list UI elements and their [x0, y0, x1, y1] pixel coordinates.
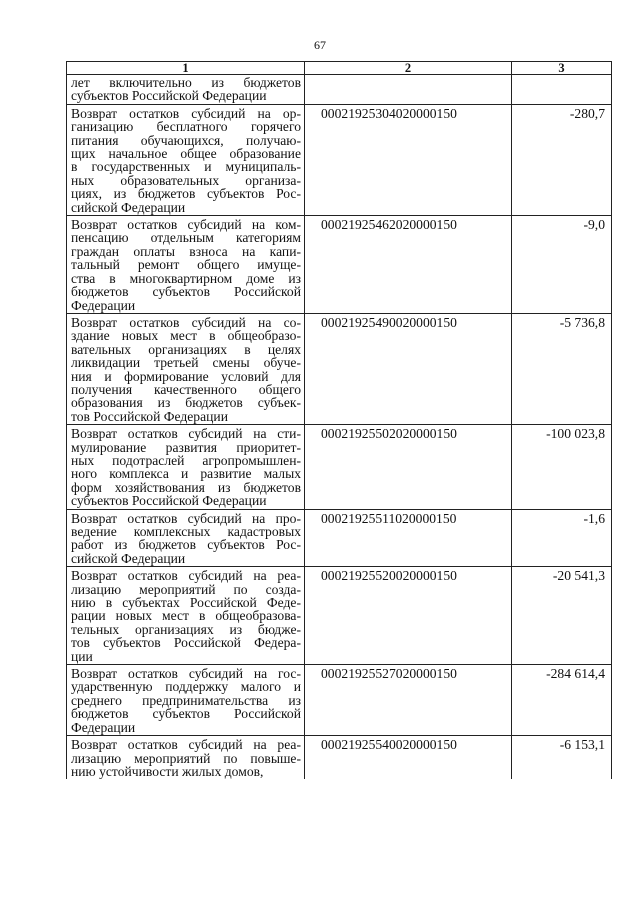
- table-header-row: [67, 62, 612, 75]
- column-header-2: 2: [305, 62, 512, 75]
- row-budget-code: 00021925511020000150: [305, 509, 512, 567]
- row-description: [67, 567, 305, 665]
- column-header-3: 3: [512, 62, 612, 75]
- page-number: 67: [314, 38, 326, 52]
- row-budget-code: [305, 75, 512, 105]
- description-line: граждан оплаты взноса на капи-: [71, 243, 301, 259]
- description-line: работ из бюджетов субъектов Рос-: [71, 537, 301, 553]
- table-row: [67, 736, 612, 780]
- description-line: ства в многоквартирном доме из: [71, 270, 301, 286]
- row-budget-code: 00021925520020000150: [305, 567, 512, 665]
- description-line: ганизацию бесплатного горячего: [71, 119, 301, 135]
- row-budget-code: 00021925490020000150: [305, 313, 512, 424]
- description-line: тальный ремонт общего имуще-: [71, 257, 301, 273]
- description-line: Возврат остатков субсидий на со-: [71, 314, 301, 330]
- description-line: тельных организациях из бюдже-: [71, 621, 301, 637]
- description-line: Возврат остатков субсидий на ор-: [71, 105, 301, 121]
- table-row: [67, 665, 612, 736]
- description-line: Возврат остатков субсидий на ком-: [71, 217, 301, 233]
- description-line: нию в субъектах Российской Феде-: [71, 595, 301, 611]
- description-line: ных подотраслей агропромышлен-: [71, 452, 301, 468]
- row-amount: -20 541,3: [512, 567, 612, 665]
- description-line: циях, из бюджетов субъектов Рос-: [71, 186, 301, 202]
- row-description: [67, 313, 305, 424]
- table-row: [67, 509, 612, 567]
- row-amount: -100 023,8: [512, 425, 612, 509]
- row-amount: -1,6: [512, 509, 612, 567]
- description-line: ударственную поддержку малого и: [71, 679, 301, 695]
- description-line: нию устойчивости жилых домов,: [71, 763, 264, 779]
- table-row: [67, 75, 612, 105]
- table-row: [67, 104, 612, 215]
- description-line: ции: [71, 648, 93, 664]
- table-row: [67, 567, 612, 665]
- description-line: Возврат остатков субсидий на реа-: [71, 737, 301, 753]
- row-description: [67, 216, 305, 314]
- description-line: образования из бюджетов субъек-: [71, 395, 301, 411]
- description-line: лизацию мероприятий по повыше-: [71, 750, 301, 766]
- description-line: субъектов Российской Федерации: [71, 493, 267, 509]
- description-line: тов Российской Федерации: [71, 408, 228, 424]
- description-line: бюджетов субъектов Российской: [71, 284, 301, 300]
- column-header-1: 1: [67, 62, 305, 75]
- description-line: ликвидации третьей смены обуче-: [71, 355, 301, 371]
- description-line: здание новых мест в общеобразо-: [71, 328, 301, 344]
- description-line: ных образовательных организа-: [71, 172, 301, 188]
- description-line: вательных организациях в целях: [71, 341, 301, 357]
- description-line: Федерации: [71, 297, 136, 313]
- row-budget-code: 00021925527020000150: [305, 665, 512, 736]
- row-description: [67, 104, 305, 215]
- row-description: [67, 665, 305, 736]
- row-budget-code: 00021925462020000150: [305, 216, 512, 314]
- description-line: сийской Федерации: [71, 199, 186, 215]
- description-line: тов субъектов Российской Федера-: [71, 635, 301, 651]
- description-line: пенсацию отдельным категориям: [71, 230, 301, 246]
- description-line: ведение комплексных кадастровых: [71, 524, 301, 539]
- row-budget-code: 00021925304020000150: [305, 104, 512, 215]
- description-line: рации новых мест в общеобразова-: [71, 608, 301, 624]
- table-row: [67, 425, 612, 509]
- description-line: ния и формирование условий для: [71, 368, 301, 384]
- description-line: Возврат остатков субсидий на про-: [71, 510, 301, 526]
- row-description: [67, 736, 305, 780]
- description-line: Возврат остатков субсидий на реа-: [71, 568, 301, 584]
- description-line: Федерации: [71, 719, 136, 735]
- description-line: лизацию мероприятий по созда-: [71, 581, 301, 597]
- description-line: получения качественного общего: [71, 381, 301, 397]
- description-line: Возврат остатков субсидий на гос-: [71, 666, 301, 682]
- description-line: лет включительно из бюджетов: [71, 75, 301, 90]
- description-line: форм хозяйствования из бюджетов: [71, 479, 301, 495]
- description-line: питания обучающихся, получаю-: [71, 132, 301, 148]
- row-description: [67, 425, 305, 509]
- row-amount: -6 153,1: [512, 736, 612, 780]
- budget-table: [66, 61, 612, 779]
- description-line: щих начальное общее образование: [71, 146, 301, 162]
- description-line: Возврат остатков субсидий на сти-: [71, 426, 301, 442]
- description-line: мулирование развития приоритет-: [71, 439, 301, 455]
- description-line: в государственных и муниципаль-: [71, 159, 301, 175]
- row-budget-code: 00021925502020000150: [305, 425, 512, 509]
- row-amount: [512, 75, 612, 105]
- row-description: [67, 509, 305, 567]
- row-amount: -5 736,8: [512, 313, 612, 424]
- description-line: сийской Федерации: [71, 550, 186, 566]
- row-amount: -280,7: [512, 104, 612, 215]
- row-amount: -284 614,4: [512, 665, 612, 736]
- description-line: бюджетов субъектов Российской: [71, 706, 301, 722]
- row-description: [67, 75, 305, 105]
- table-row: [67, 313, 612, 424]
- row-amount: -9,0: [512, 216, 612, 314]
- table-row: [67, 216, 612, 314]
- row-budget-code: 00021925540020000150: [305, 736, 512, 780]
- description-line: субъектов Российской Федерации: [71, 88, 267, 104]
- description-line: среднего предпринимательства из: [71, 692, 301, 708]
- description-line: ного комплекса и развитие малых: [71, 466, 301, 482]
